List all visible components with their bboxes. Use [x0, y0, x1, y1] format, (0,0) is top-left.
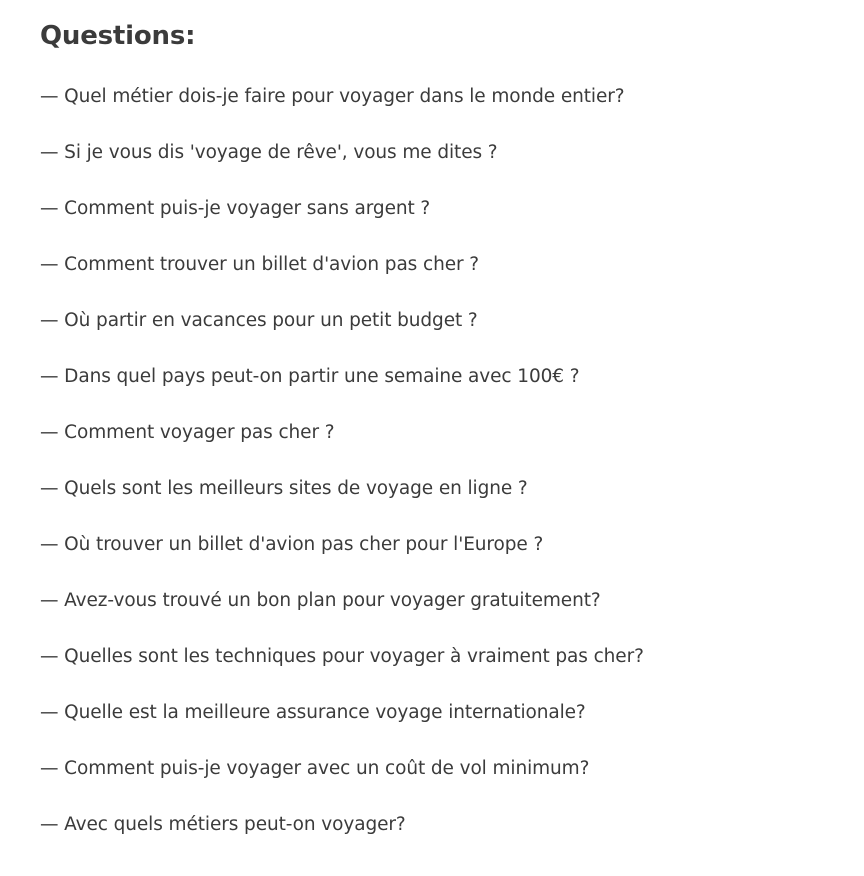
- question-item: — Quelle est la meilleure assurance voyage internationale?: [40, 702, 586, 723]
- question-list: [40, 85, 824, 836]
- question-item: — Si je vous dis 'voyage de rêve', vous me dites ?: [40, 142, 498, 163]
- question-item: — Comment trouver un billet d'avion pas cher ?: [40, 254, 479, 275]
- question-item: — Avez-vous trouvé un bon plan pour voyager gratuitement?: [40, 590, 601, 611]
- question-item: — Quelles sont les techniques pour voyager à vraiment pas cher?: [40, 646, 644, 667]
- question-item: — Dans quel pays peut-on partir une semaine avec 100€ ?: [40, 366, 580, 387]
- question-item: — Où partir en vacances pour un petit budget ?: [40, 310, 478, 331]
- question-item: — Avec quels métiers peut-on voyager?: [40, 814, 406, 835]
- page-title: Questions:: [40, 21, 196, 51]
- question-item: — Comment voyager pas cher ?: [40, 422, 335, 443]
- question-item: — Quels sont les meilleurs sites de voyage en ligne ?: [40, 478, 528, 499]
- question-item: — Quel métier dois-je faire pour voyager dans le monde entier?: [40, 86, 625, 107]
- question-item: — Comment puis-je voyager sans argent ?: [40, 198, 431, 219]
- question-item: — Où trouver un billet d'avion pas cher pour l'Europe ?: [40, 534, 544, 555]
- question-item: — Comment puis-je voyager avec un coût de vol minimum?: [40, 758, 590, 779]
